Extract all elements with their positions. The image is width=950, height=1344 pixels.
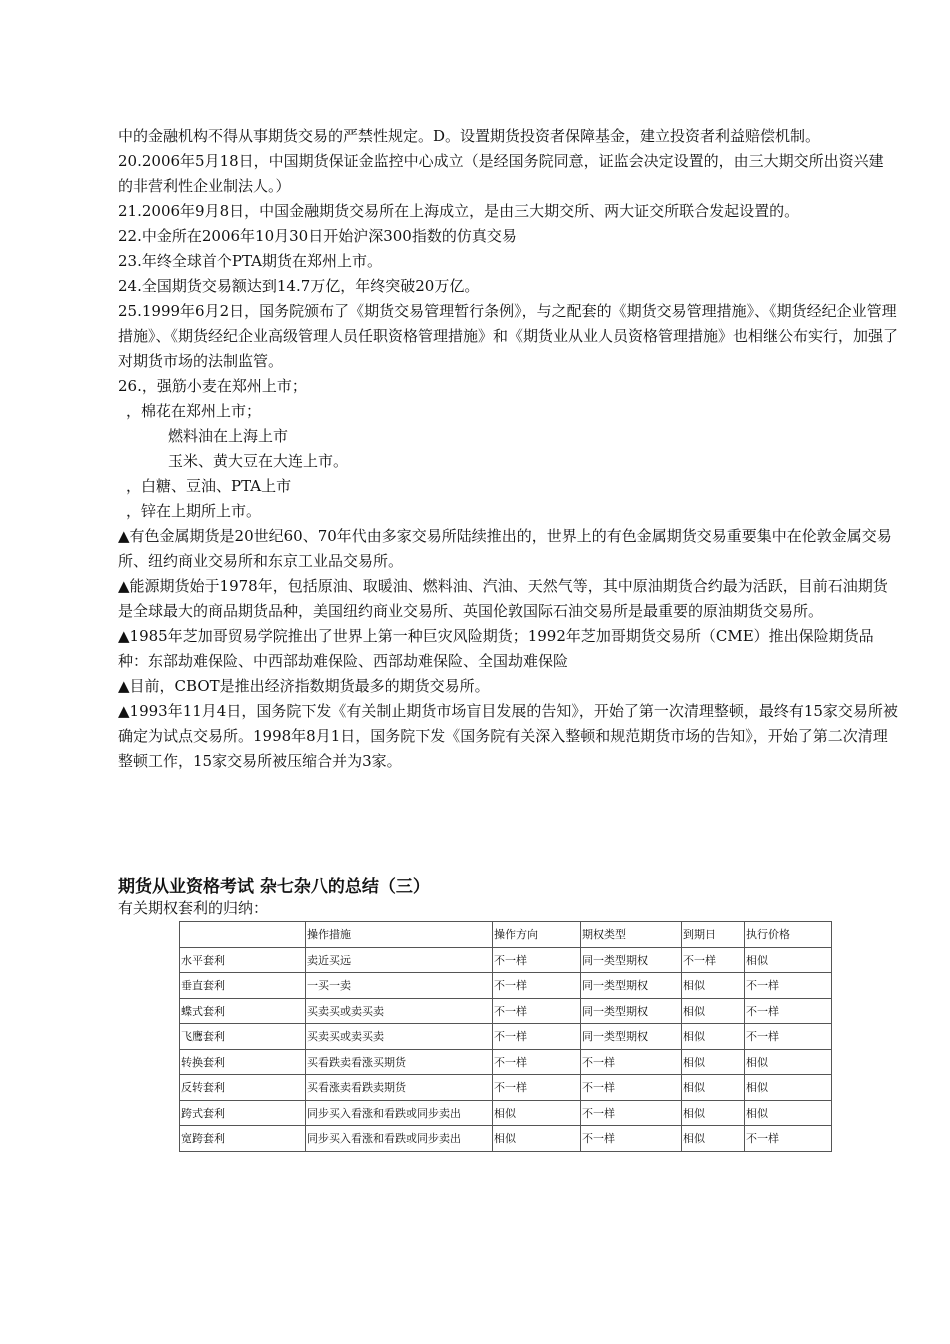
section-intro: 有关期权套利的归纳： <box>118 899 269 917</box>
paragraph: ▲能源期货始于1978年，包括原油、取暖油、燃料油、汽油、天然气等，其中原油期货合约最为活跃，目前石油期货是全球最大的商品期货品种，美国纽约商业交易所、英国伦敦国际石油交易所是最重要的原油期货交易所。 <box>118 577 888 620</box>
table-cell: 不一样 <box>493 1075 581 1101</box>
table-cell: 买看跌卖看涨买期货 <box>306 1049 493 1075</box>
paragraph: 26.，强筋小麦在郑州上市； <box>118 377 307 395</box>
table-header-cell: 执行价格 <box>745 922 832 948</box>
table-cell: 买卖买或卖买卖 <box>306 998 493 1024</box>
table-cell: 相似 <box>493 1126 581 1152</box>
table-cell: 同一类型期权 <box>581 947 682 973</box>
table-header-cell: 到期日 <box>682 922 745 948</box>
table-cell: 同步买入看涨和看跌或同步卖出 <box>306 1100 493 1126</box>
table-header-cell: 操作方向 <box>493 922 581 948</box>
paragraph: 25.1999年6月2日，国务院颁布了《期货交易管理暂行条例》，与之配套的《期货交易管理措施》、《期货经纪企业管理措施》、《期货经纪企业高级管理人员任职资格管理措施》和《期货业从业人员资格管理措施》也相继公布实行，加强了对期货市场的法制监管。 <box>118 302 899 370</box>
table-cell: 不一样 <box>493 947 581 973</box>
table-cell: 同一类型期权 <box>581 973 682 999</box>
table-cell: 相似 <box>682 1024 745 1050</box>
paragraph: ▲目前，CBOT是推出经济指数期货最多的期货交易所。 <box>118 677 490 695</box>
table-header-cell: 期权类型 <box>581 922 682 948</box>
table-cell: 不一样 <box>493 973 581 999</box>
table-header-cell: 操作措施 <box>306 922 493 948</box>
table-cell: 相似 <box>682 1100 745 1126</box>
table-cell: 不一样 <box>745 973 832 999</box>
paragraph: 24.全国期货交易额达到14.7万亿，年终突破20万亿。 <box>118 277 480 295</box>
table-cell: 买卖买或卖买卖 <box>306 1024 493 1050</box>
table-cell: 相似 <box>682 1075 745 1101</box>
paragraph: ▲有色金属期货是20世纪60、70年代由多家交易所陆续推出的，世界上的有色金属期货交易重要集中在伦敦金属交易所、纽约商业交易所和东京工业品交易所。 <box>118 527 892 570</box>
table-row <box>180 1049 832 1075</box>
table-header-row <box>180 922 832 948</box>
table-cell: 不一样 <box>682 947 745 973</box>
table-cell: 相似 <box>682 1049 745 1075</box>
table-cell: 不一样 <box>581 1126 682 1152</box>
table-cell: 不一样 <box>581 1049 682 1075</box>
options-arbitrage-table <box>179 921 832 1152</box>
table-cell: 同步买入看涨和看跌或同步卖出 <box>306 1126 493 1152</box>
paragraph: 玉米、黄大豆在大连上市。 <box>168 452 349 470</box>
table-cell: 转换套利 <box>180 1049 306 1075</box>
paragraph: ，锌在上期所上市。 <box>126 502 262 520</box>
paragraph: 21.2006年9月8日，中国金融期货交易所在上海成立，是由三大期交所、两大证交所联合发起设置的。 <box>118 202 800 220</box>
table-cell: 飞鹰套利 <box>180 1024 306 1050</box>
table-row <box>180 947 832 973</box>
table-cell: 不一样 <box>493 1024 581 1050</box>
paragraph: 燃料油在上海上市 <box>168 427 289 445</box>
table-cell: 跨式套利 <box>180 1100 306 1126</box>
table-row <box>180 973 832 999</box>
table-cell: 一买一卖 <box>306 973 493 999</box>
table-cell: 相似 <box>493 1100 581 1126</box>
table-row <box>180 1126 832 1152</box>
table-cell: 相似 <box>682 1126 745 1152</box>
table-cell: 相似 <box>682 973 745 999</box>
table-cell: 不一样 <box>493 998 581 1024</box>
table-row <box>180 1100 832 1126</box>
table-cell: 不一样 <box>745 1024 832 1050</box>
table-cell: 同一类型期权 <box>581 1024 682 1050</box>
table-cell: 同一类型期权 <box>581 998 682 1024</box>
table-cell: 买看涨卖看跌卖期货 <box>306 1075 493 1101</box>
table-cell: 相似 <box>745 1075 832 1101</box>
table-cell: 不一样 <box>493 1049 581 1075</box>
table-cell: 水平套利 <box>180 947 306 973</box>
table-cell: 宽跨套利 <box>180 1126 306 1152</box>
table-row <box>180 998 832 1024</box>
paragraph: 20.2006年5月18日，中国期货保证金监控中心成立（是经国务院同意，证监会决定设置的，由三大期交所出资兴建的非营利性企业制法人。） <box>118 152 884 195</box>
table-cell: 不一样 <box>745 1126 832 1152</box>
table-row <box>180 1075 832 1101</box>
table-cell: 相似 <box>745 947 832 973</box>
table-cell: 蝶式套利 <box>180 998 306 1024</box>
table-cell: 不一样 <box>745 998 832 1024</box>
table-cell: 相似 <box>745 1100 832 1126</box>
table-cell: 不一样 <box>581 1100 682 1126</box>
table-cell: 垂直套利 <box>180 973 306 999</box>
section-title: 期货从业资格考试 杂七杂八的总结（三） <box>118 877 430 897</box>
table-cell: 相似 <box>745 1049 832 1075</box>
table-row <box>180 1024 832 1050</box>
paragraph: 中的金融机构不得从事期货交易的严禁性规定。D。设置期货投资者保障基金，建立投资者利益赔偿机制。 <box>118 127 821 145</box>
table-cell: 相似 <box>682 998 745 1024</box>
paragraph: 23.年终全球首个PTA期货在郑州上市。 <box>118 252 382 270</box>
paragraph: ▲1985年芝加哥贸易学院推出了世界上第一种巨灾风险期货；1992年芝加哥期货交易所（CME）推出保险期货品种：东部劫难保险、中西部劫难保险、西部劫难保险、全国劫难保险 <box>118 627 874 670</box>
table-cell: 卖近买远 <box>306 947 493 973</box>
paragraph: ▲1993年11月4日，国务院下发《有关制止期货市场盲目发展的告知》，开始了第一次清理整顿，最终有15家交易所被确定为试点交易所。1998年8月1日，国务院下发《国务院有关深入整顿和规范期货市场的告知》，开始了第二次清理整顿工作，15家交易所被压缩合并为3家。 <box>118 702 898 770</box>
paragraph: ，白糖、豆油、PTA上市 <box>126 477 292 495</box>
table-header-cell <box>180 922 306 948</box>
table-cell: 反转套利 <box>180 1075 306 1101</box>
table-cell: 不一样 <box>581 1075 682 1101</box>
paragraph: 22.中金所在2006年10月30日开始沪深300指数的仿真交易 <box>118 227 517 245</box>
paragraph: ，棉花在郑州上市； <box>126 402 262 420</box>
document-body <box>118 124 898 774</box>
